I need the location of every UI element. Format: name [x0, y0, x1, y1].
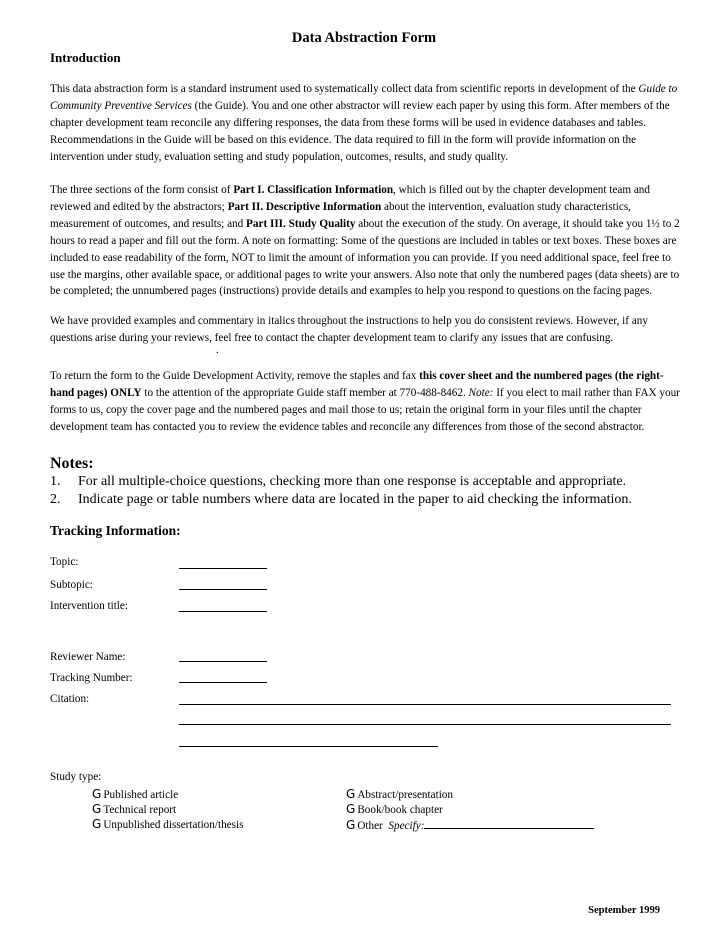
topic-label: Topic: — [50, 556, 79, 568]
checkbox-icon[interactable]: G — [346, 787, 356, 801]
study-type-option[interactable]: G Technical report — [92, 802, 177, 816]
tracking-number-label: Tracking Number: — [50, 672, 133, 684]
part-1-label: Part I. Classification Information — [233, 184, 394, 196]
introduction-heading: Introduction — [50, 50, 121, 65]
footer-date: September 1999 — [588, 905, 660, 916]
intervention-title-label: Intervention title: — [50, 600, 128, 612]
intro-paragraph-1: This data abstraction form is a standard instrument used to systematically collect data from scientific reports in development of the Guide to Community Preventive Services (the Guide). You and one other abstractor will review each paper by using this form. After members of the chapter development team reconcile any differing responses, the data from these forms will be used in evidence databases and tables. Recommendations in the Guide will be based on this evidence. The data required to fill in the form will provide information on the intervention under study, evaluation setting and study population, outcomes, results, and study quality. — [50, 83, 678, 163]
note-item: 1. For all multiple-choice questions, checking more than one response is acceptable and appropriate. — [50, 474, 627, 489]
part-2-label: Part II. Descriptive Information — [227, 200, 382, 213]
intro-paragraph-3: We have provided examples and commentary in italics throughout the instructions to help you do consistent reviews. However, if any questions arise during your reviews, feel free to contact the chapter development team to clarify any issues that are confusing. — [50, 315, 648, 344]
guide-title: Guide to Community Preventive Services — [50, 83, 678, 112]
study-type-option[interactable]: G Published article — [92, 787, 179, 801]
intro-paragraph-2: The three sections of the form consist of Part I. Classification Information, which is filled out by the chapter development team and reviewed and edited by the abstractors; Part II. Descriptive Information about the intervention, evaluation study characteristics, measurement of outcomes, and results; and Part III. Study Quality about the execution of the study. On average, it should take you 1½ to 2 hours to read a paper and fill out the form. A note on formatting: Some of the questions are included in tables or text boxes. These boxes are included to ease readability of the form, NOT to limit the amount of information you can provide. If you need additional space, feel free to use the margins, other available space, or additional pages to write your answers. Also note that only the numbered pages (data sheets) are to be completed; the unnumbered pages (instructions) provide details and examples to help you respond to questions on the facing pages. — [50, 184, 680, 298]
specify-label: Specify: — [388, 820, 425, 832]
citation-field-line-3[interactable] — [179, 746, 438, 747]
note-item: 2. Indicate page or table numbers where data are located in the paper to aid checking the information. — [50, 492, 632, 507]
study-type-option[interactable]: G Unpublished dissertation/thesis — [92, 817, 244, 831]
subtopic-label: Subtopic: — [50, 579, 93, 591]
intervention-title-field[interactable] — [179, 611, 267, 612]
intro-paragraph-4: To return the form to the Guide Development Activity, remove the staples and fax this cover sheet and the numbered pages (the right-hand pages) ONLY to the attention of the appropriate Guide staff member at 770-488-8462. Note: If you elect to mail rather than FAX your forms to us, copy the cover page and the numbered pages and mail those to us; retain the original form in your files until the chapter development team has contacted you to review the evidence tables and reconcile any differences from those of the second abstractor. — [50, 370, 680, 433]
checkbox-icon[interactable]: G — [92, 787, 102, 801]
tracking-number-field[interactable] — [179, 682, 267, 683]
stray-dot: . — [216, 344, 219, 356]
checkbox-icon[interactable]: G — [92, 802, 102, 816]
notes-heading: Notes: — [50, 455, 94, 472]
citation-field-line-1[interactable] — [179, 704, 671, 705]
subtopic-field[interactable] — [179, 589, 267, 590]
reviewer-name-label: Reviewer Name: — [50, 651, 126, 663]
study-type-option[interactable]: G Book/book chapter — [346, 802, 443, 816]
fax-instruction: this cover sheet and the numbered pages (the right-hand pages) ONLY — [50, 370, 664, 399]
checkbox-icon[interactable]: G — [346, 818, 356, 832]
citation-field-line-2[interactable] — [179, 724, 671, 725]
checkbox-icon[interactable]: G — [346, 802, 356, 816]
study-type-option[interactable]: G Other Specify: — [346, 817, 594, 832]
study-type-option[interactable]: G Abstract/presentation — [346, 787, 453, 801]
tracking-heading: Tracking Information: — [50, 523, 181, 538]
part-3-label: Part III. Study Quality — [246, 217, 356, 230]
citation-label: Citation: — [50, 693, 90, 705]
study-type-label: Study type: — [50, 771, 102, 783]
topic-field[interactable] — [179, 568, 267, 569]
reviewer-name-field[interactable] — [179, 661, 267, 662]
checkbox-icon[interactable]: G — [92, 817, 102, 831]
page-title: Data Abstraction Form — [291, 30, 437, 46]
specify-field[interactable] — [424, 817, 594, 829]
